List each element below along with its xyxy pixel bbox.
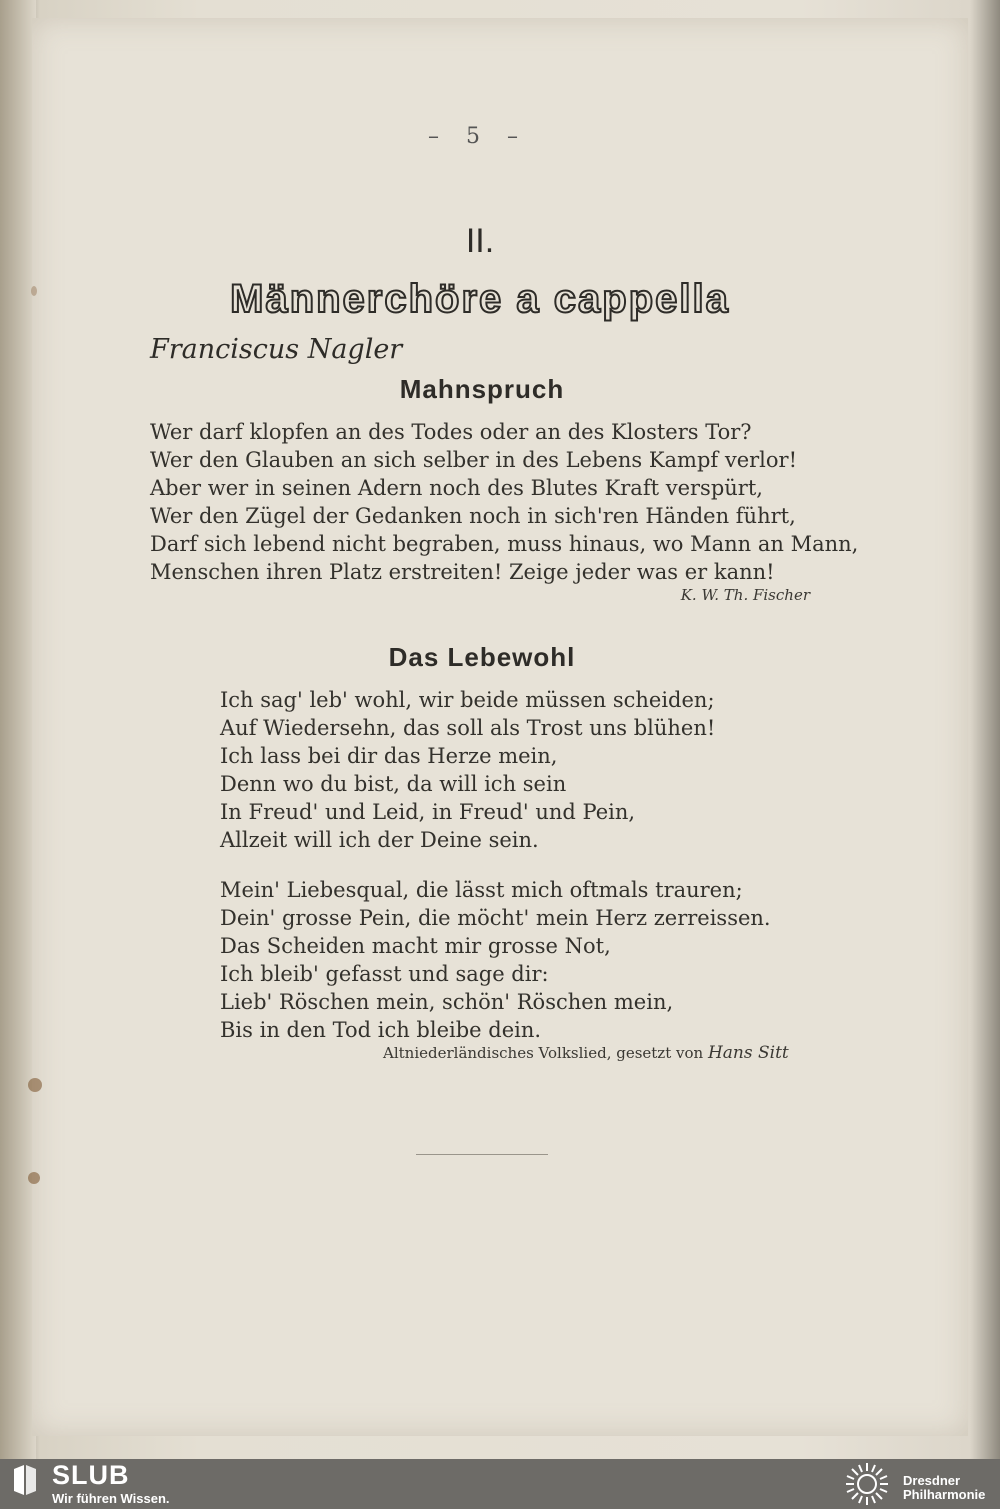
verse-line: Wer den Glauben an sich selber in des Lebens Kampf verlor!: [150, 448, 798, 472]
verse-line: Dein' grosse Pein, die möcht' mein Herz zerreissen.: [220, 906, 771, 930]
arranger-attribution: [383, 1043, 789, 1063]
verse-line: Auf Wiedersehn, das soll als Trost uns blühen!: [220, 716, 716, 740]
section-number: II.: [465, 222, 495, 260]
verse-line: Allzeit will ich der Deine sein.: [220, 828, 539, 852]
section-title: Männerchöre a cappella: [230, 277, 730, 321]
staple-stain: [28, 1172, 40, 1184]
library-name[interactable]: SLUB: [52, 1460, 130, 1490]
verse-line: Mein' Liebesqual, die lässt mich oftmals trauren;: [220, 878, 743, 902]
verse-line: Ich sag' leb' wohl, wir beide müssen scheiden;: [220, 688, 715, 712]
arranger-name: Hans Sitt: [707, 1043, 789, 1063]
verse-line: Ich bleib' gefasst und sage dir:: [220, 962, 549, 986]
verse-line: In Freud' und Leid, in Freud' und Pein,: [220, 800, 636, 824]
verse-line: Darf sich lebend nicht begraben, muss hinaus, wo Mann an Mann,: [150, 532, 859, 556]
verse-line: Denn wo du bist, da will ich sein: [220, 772, 567, 796]
poem-lebewohl-verse-1: [220, 686, 715, 854]
composer-name: Franciscus Nagler: [150, 334, 403, 365]
song-title-lebewohl: Das Lebewohl: [388, 642, 576, 672]
arranger-attribution-prefix: Altniederländisches Volkslied, gesetzt von: [383, 1044, 704, 1062]
verse-line: Aber wer in seinen Adern noch des Blutes Kraft verspürt,: [150, 476, 763, 500]
section-divider: [416, 1154, 548, 1155]
lyricist-attribution: K. W. Th. Fischer: [680, 586, 810, 604]
verse-line: Lieb' Röschen mein, schön' Röschen mein,: [220, 990, 674, 1014]
song-title-mahnspruch: Mahnspruch: [399, 374, 565, 404]
poem-lebewohl-verse-2: [220, 876, 771, 1044]
partner-name[interactable]: Dresdner Philharmonie: [903, 1473, 986, 1502]
poem-mahnspruch: [150, 418, 858, 586]
book-spine: [0, 0, 36, 1459]
verse-line: Das Scheiden macht mir grosse Not,: [220, 934, 611, 958]
verse-line: Bis in den Tod ich bleibe dein.: [220, 1018, 542, 1042]
philharmonie-logo-icon[interactable]: [842, 1461, 892, 1507]
verse-line: Wer darf klopfen an des Todes oder an des Klosters Tor?: [150, 420, 752, 444]
footer-bar: [0, 1459, 1000, 1509]
verse-line: Wer den Zügel der Gedanken noch in sich'ren Händen führt,: [150, 504, 796, 528]
staple-stain: [28, 1078, 42, 1092]
page-number: – 5 –: [428, 124, 528, 149]
verse-line: Menschen ihren Platz erstreiten! Zeige jeder was er kann!: [150, 560, 775, 584]
verse-line: Ich lass bei dir das Herze mein,: [220, 744, 558, 768]
library-tagline: Wir führen Wissen.: [52, 1491, 170, 1506]
slub-logo-icon[interactable]: [10, 1461, 40, 1499]
